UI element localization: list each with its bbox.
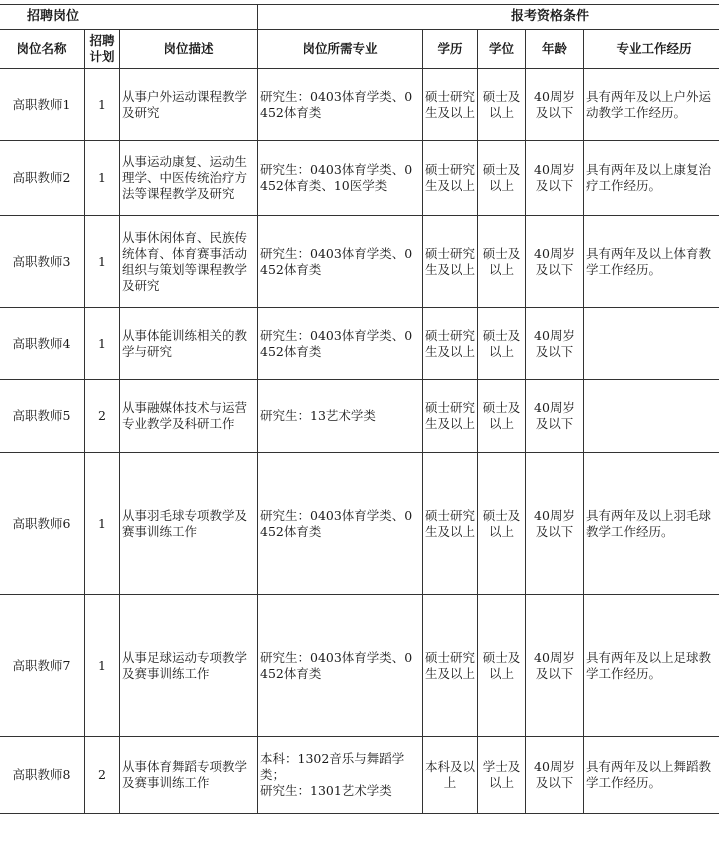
- cell-degree: 硕士及以上: [478, 308, 526, 380]
- table-row: [0, 380, 719, 453]
- cell-experience: [584, 380, 719, 453]
- cell-major: 研究生：0403体育学类、0452体育类、10医学类: [258, 141, 423, 216]
- cell-education: 硕士研究生及以上: [423, 216, 478, 308]
- cell-age: 40周岁及以下: [526, 216, 584, 308]
- table-row: [0, 308, 719, 380]
- cell-education: 本科及以上: [423, 737, 478, 814]
- cell-degree: 硕士及以上: [478, 141, 526, 216]
- cell-experience: 具有两年及以上户外运动教学工作经历。: [584, 69, 719, 141]
- header-degree: 学位: [478, 30, 526, 69]
- cell-degree: 硕士及以上: [478, 69, 526, 141]
- cell-education: 硕士研究生及以上: [423, 453, 478, 595]
- section-positions: 招聘岗位: [0, 5, 258, 30]
- cell-plan: 1: [85, 141, 120, 216]
- cell-plan: 1: [85, 216, 120, 308]
- header-plan: 招聘计划: [85, 30, 120, 69]
- header-experience: 专业工作经历: [584, 30, 719, 69]
- cell-plan: 1: [85, 69, 120, 141]
- cell-plan: 1: [85, 308, 120, 380]
- cell-major: 研究生：0403体育学类、0452体育类: [258, 216, 423, 308]
- cell-description: 从事足球运动专项教学及赛事训练工作: [120, 595, 258, 737]
- cell-age: 40周岁及以下: [526, 308, 584, 380]
- cell-education: 硕士研究生及以上: [423, 308, 478, 380]
- cell-experience: 具有两年及以上羽毛球教学工作经历。: [584, 453, 719, 595]
- cell-age: 40周岁及以下: [526, 737, 584, 814]
- cell-age: 40周岁及以下: [526, 453, 584, 595]
- table-row: [0, 141, 719, 216]
- cell-position-name: 高职教师2: [0, 141, 85, 216]
- cell-description: 从事运动康复、运动生理学、中医传统治疗方法等课程教学及研究: [120, 141, 258, 216]
- cell-experience: 具有两年及以上舞蹈教学工作经历。: [584, 737, 719, 814]
- cell-education: 硕士研究生及以上: [423, 595, 478, 737]
- cell-education: 硕士研究生及以上: [423, 380, 478, 453]
- cell-plan: 1: [85, 453, 120, 595]
- cell-plan: 2: [85, 380, 120, 453]
- table-row: [0, 737, 719, 814]
- cell-position-name: 高职教师7: [0, 595, 85, 737]
- cell-degree: 硕士及以上: [478, 453, 526, 595]
- cell-age: 40周岁及以下: [526, 141, 584, 216]
- recruitment-table: [0, 4, 719, 814]
- cell-plan: 2: [85, 737, 120, 814]
- header-major: 岗位所需专业: [258, 30, 423, 69]
- cell-experience: 具有两年及以上足球教学工作经历。: [584, 595, 719, 737]
- cell-major: 研究生：0403体育学类、0452体育类: [258, 308, 423, 380]
- cell-education: 硕士研究生及以上: [423, 69, 478, 141]
- cell-major: 研究生：0403体育学类、0452体育类: [258, 595, 423, 737]
- cell-position-name: 高职教师4: [0, 308, 85, 380]
- cell-position-name: 高职教师3: [0, 216, 85, 308]
- cell-age: 40周岁及以下: [526, 595, 584, 737]
- cell-degree: 学士及以上: [478, 737, 526, 814]
- cell-position-name: 高职教师1: [0, 69, 85, 141]
- cell-major: [258, 737, 423, 814]
- table-row: [0, 216, 719, 308]
- cell-position-name: 高职教师5: [0, 380, 85, 453]
- major-line-undergrad: 本科：1302音乐与舞蹈学类；: [260, 751, 405, 782]
- table-row: [0, 595, 719, 737]
- section-qualifications: 报考资格条件: [258, 5, 719, 30]
- cell-position-name: 高职教师6: [0, 453, 85, 595]
- cell-degree: 硕士及以上: [478, 380, 526, 453]
- table-row: [0, 453, 719, 595]
- table-row: [0, 69, 719, 141]
- cell-major: 研究生：0403体育学类、0452体育类: [258, 453, 423, 595]
- header-description: 岗位描述: [120, 30, 258, 69]
- column-header-row: [0, 30, 719, 69]
- cell-age: 40周岁及以下: [526, 69, 584, 141]
- header-education: 学历: [423, 30, 478, 69]
- cell-description: 从事休闲体育、民族传统体育、体育赛事活动组织与策划等课程教学及研究: [120, 216, 258, 308]
- cell-description: 从事羽毛球专项教学及赛事训练工作: [120, 453, 258, 595]
- cell-experience: [584, 308, 719, 380]
- cell-major: 研究生：13艺术学类: [258, 380, 423, 453]
- header-age: 年龄: [526, 30, 584, 69]
- cell-description: 从事体能训练相关的教学与研究: [120, 308, 258, 380]
- cell-position-name: 高职教师8: [0, 737, 85, 814]
- cell-education: 硕士研究生及以上: [423, 141, 478, 216]
- cell-major: 研究生：0403体育学类、0452体育类: [258, 69, 423, 141]
- header-position-name: 岗位名称: [0, 30, 85, 69]
- major-line-graduate: 研究生：1301艺术学类: [260, 783, 392, 798]
- cell-experience: 具有两年及以上体育教学工作经历。: [584, 216, 719, 308]
- cell-plan: 1: [85, 595, 120, 737]
- cell-age: 40周岁及以下: [526, 380, 584, 453]
- cell-description: 从事户外运动课程教学及研究: [120, 69, 258, 141]
- cell-description: 从事融媒体技术与运营专业教学及科研工作: [120, 380, 258, 453]
- cell-description: 从事体育舞蹈专项教学及赛事训练工作: [120, 737, 258, 814]
- section-header-row: [0, 5, 719, 30]
- cell-experience: 具有两年及以上康复治疗工作经历。: [584, 141, 719, 216]
- cell-degree: 硕士及以上: [478, 216, 526, 308]
- cell-degree: 硕士及以上: [478, 595, 526, 737]
